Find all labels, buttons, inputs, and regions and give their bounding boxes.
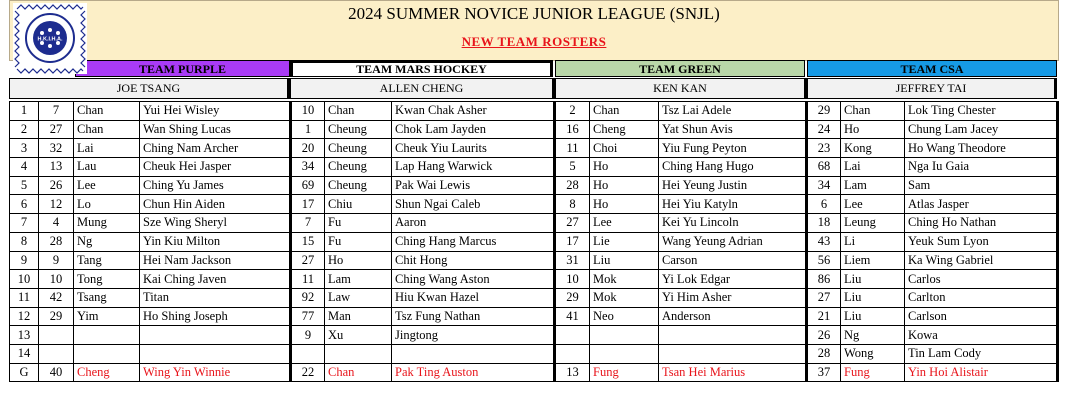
mars-jersey-number: 34 [291, 158, 325, 177]
csa-first-name: Lok Ting Chester [905, 102, 1058, 121]
purple-last-name: Cheng [74, 363, 140, 382]
csa-last-name: Chan [841, 102, 905, 121]
csa-last-name: Li [841, 232, 905, 251]
purple-first-name: Hei Nam Jackson [140, 251, 291, 270]
purple-jersey-number: 32 [39, 139, 74, 158]
csa-last-name: Liem [841, 251, 905, 270]
green-last-name: Lie [590, 232, 659, 251]
page-subtitle: NEW TEAM ROSTERS [461, 34, 607, 49]
purple-last-name: Chan [74, 102, 140, 121]
logo-text: H.K.I.H.A. [37, 36, 63, 43]
csa-last-name: Liu [841, 288, 905, 307]
green-last-name: Cheng [590, 120, 659, 139]
mars-jersey-number: 10 [291, 102, 325, 121]
table-row [10, 139, 1058, 158]
green-last-name: Choi [590, 139, 659, 158]
purple-first-name: Ching Yu James [140, 176, 291, 195]
green-first-name: Wang Yeung Adrian [659, 232, 807, 251]
csa-first-name: Atlas Jasper [905, 195, 1058, 214]
csa-last-name: Ng [841, 326, 905, 345]
purple-jersey-number: 42 [39, 288, 74, 307]
mars-jersey-number: 9 [291, 326, 325, 345]
purple-first-name: Cheuk Hei Jasper [140, 158, 291, 177]
roster-table [9, 101, 1059, 382]
green-jersey-number: 2 [555, 102, 590, 121]
purple-jersey-number: 29 [39, 307, 74, 326]
mars-first-name: Shun Ngai Caleb [392, 195, 555, 214]
purple-jersey-number [39, 326, 74, 345]
row-index: 2 [10, 120, 39, 139]
goalie-row [10, 363, 1058, 382]
csa-first-name: Carlson [905, 307, 1058, 326]
green-last-name: Chan [590, 102, 659, 121]
mars-jersey-number: 17 [291, 195, 325, 214]
purple-first-name: Ching Nam Archer [140, 139, 291, 158]
csa-jersey-number: 24 [807, 120, 841, 139]
green-jersey-number: 41 [555, 307, 590, 326]
green-last-name: Liu [590, 251, 659, 270]
csa-jersey-number: 27 [807, 288, 841, 307]
csa-last-name: Fung [841, 363, 905, 382]
purple-last-name: Tong [74, 270, 140, 289]
csa-jersey-number: 21 [807, 307, 841, 326]
mars-last-name: Xu [325, 326, 392, 345]
green-jersey-number: 31 [555, 251, 590, 270]
csa-jersey-number: 68 [807, 158, 841, 177]
row-index: 5 [10, 176, 39, 195]
purple-jersey-number: 10 [39, 270, 74, 289]
row-index: 11 [10, 288, 39, 307]
mars-first-name: Cheuk Yiu Laurits [392, 139, 555, 158]
csa-first-name: Yin Hoi Alistair [905, 363, 1058, 382]
purple-last-name: Lo [74, 195, 140, 214]
green-jersey-number: 8 [555, 195, 590, 214]
purple-jersey-number: 4 [39, 214, 74, 233]
table-row [10, 344, 1058, 363]
coach-purple: JOE TSANG [9, 78, 290, 99]
purple-first-name: Kai Ching Javen [140, 270, 291, 289]
mars-jersey-number: 20 [291, 139, 325, 158]
csa-first-name: Nga Iu Gaia [905, 158, 1058, 177]
mars-jersey-number: 7 [291, 214, 325, 233]
green-jersey-number: 17 [555, 232, 590, 251]
table-row [10, 195, 1058, 214]
purple-last-name: Ng [74, 232, 140, 251]
mars-jersey-number: 15 [291, 232, 325, 251]
mars-first-name: Ching Hang Marcus [392, 232, 555, 251]
purple-last-name: Yim [74, 307, 140, 326]
csa-jersey-number: 56 [807, 251, 841, 270]
mars-last-name: Cheung [325, 120, 392, 139]
green-first-name: Hei Yiu Katyln [659, 195, 807, 214]
csa-first-name: Sam [905, 176, 1058, 195]
table-row [10, 288, 1058, 307]
mars-last-name: Ho [325, 251, 392, 270]
purple-first-name [140, 344, 291, 363]
green-first-name: Carson [659, 251, 807, 270]
csa-last-name: Lam [841, 176, 905, 195]
green-last-name: Mok [590, 288, 659, 307]
csa-last-name: Lee [841, 195, 905, 214]
csa-jersey-number: 29 [807, 102, 841, 121]
csa-jersey-number: 34 [807, 176, 841, 195]
green-jersey-number: 11 [555, 139, 590, 158]
mars-jersey-number: 69 [291, 176, 325, 195]
csa-last-name: Lai [841, 158, 905, 177]
mars-first-name: Hiu Kwan Hazel [392, 288, 555, 307]
mars-last-name: Law [325, 288, 392, 307]
green-first-name: Tsz Lai Adele [659, 102, 807, 121]
csa-first-name: Ka Wing Gabriel [905, 251, 1058, 270]
green-last-name: Mok [590, 270, 659, 289]
mars-first-name: Ching Wang Aston [392, 270, 555, 289]
row-index: 7 [10, 214, 39, 233]
csa-last-name: Kong [841, 139, 905, 158]
mars-first-name: Aaron [392, 214, 555, 233]
purple-first-name: Yui Hei Wisley [140, 102, 291, 121]
green-first-name: Yi Him Asher [659, 288, 807, 307]
csa-first-name: Chung Lam Jacey [905, 120, 1058, 139]
green-last-name: Ho [590, 176, 659, 195]
table-row [10, 158, 1058, 177]
purple-first-name: Ho Shing Joseph [140, 307, 291, 326]
green-first-name [659, 326, 807, 345]
mars-jersey-number: 27 [291, 251, 325, 270]
green-jersey-number: 27 [555, 214, 590, 233]
mars-first-name: Jingtong [392, 326, 555, 345]
row-index: 3 [10, 139, 39, 158]
mars-last-name: Cheung [325, 176, 392, 195]
row-index: 13 [10, 326, 39, 345]
csa-first-name: Kowa [905, 326, 1058, 345]
row-index: 9 [10, 251, 39, 270]
mars-jersey-number: 92 [291, 288, 325, 307]
team-header-green: TEAM GREEN [555, 60, 805, 77]
mars-first-name: Kwan Chak Asher [392, 102, 555, 121]
green-first-name: Yat Shun Avis [659, 120, 807, 139]
csa-first-name: Carlos [905, 270, 1058, 289]
green-last-name: Ho [590, 158, 659, 177]
csa-jersey-number: 28 [807, 344, 841, 363]
mars-jersey-number: 77 [291, 307, 325, 326]
mars-last-name: Man [325, 307, 392, 326]
green-last-name: Ho [590, 195, 659, 214]
mars-first-name: Lap Hang Warwick [392, 158, 555, 177]
green-first-name: Anderson [659, 307, 807, 326]
row-index: 8 [10, 232, 39, 251]
csa-jersey-number: 23 [807, 139, 841, 158]
mars-last-name: Fu [325, 214, 392, 233]
purple-jersey-number: 26 [39, 176, 74, 195]
green-first-name [659, 344, 807, 363]
green-jersey-number: 13 [555, 363, 590, 382]
table-row [10, 326, 1058, 345]
green-first-name: Kei Yu Lincoln [659, 214, 807, 233]
green-last-name [590, 344, 659, 363]
mars-last-name [325, 344, 392, 363]
association-logo-icon [13, 3, 87, 74]
purple-jersey-number: 27 [39, 120, 74, 139]
page-title: 2024 SUMMER NOVICE JUNIOR LEAGUE (SNJL) [348, 4, 720, 23]
team-header-mars: TEAM MARS HOCKEY [290, 60, 553, 77]
purple-last-name: Lee [74, 176, 140, 195]
row-index: 10 [10, 270, 39, 289]
csa-jersey-number: 86 [807, 270, 841, 289]
mars-jersey-number: 11 [291, 270, 325, 289]
mars-last-name: Chan [325, 102, 392, 121]
row-index: 6 [10, 195, 39, 214]
green-first-name: Yiu Fung Peyton [659, 139, 807, 158]
purple-jersey-number: 7 [39, 102, 74, 121]
purple-last-name: Tsang [74, 288, 140, 307]
green-first-name: Hei Yeung Justin [659, 176, 807, 195]
mars-first-name [392, 344, 555, 363]
table-row [10, 102, 1058, 121]
table-row [10, 120, 1058, 139]
csa-last-name: Wong [841, 344, 905, 363]
mars-last-name: Chiu [325, 195, 392, 214]
purple-first-name: Yin Kiu Milton [140, 232, 291, 251]
green-jersey-number [555, 344, 590, 363]
mars-last-name: Cheung [325, 158, 392, 177]
subtitle-bar [9, 27, 1059, 61]
table-row [10, 176, 1058, 195]
mars-first-name: Pak Ting Auston [392, 363, 555, 382]
mars-last-name: Fu [325, 232, 392, 251]
mars-jersey-number [291, 344, 325, 363]
green-first-name: Ching Hang Hugo [659, 158, 807, 177]
coach-csa: JEFFREY TAI [807, 78, 1057, 99]
table-row [10, 232, 1058, 251]
team-header-csa: TEAM CSA [807, 60, 1057, 77]
green-jersey-number: 10 [555, 270, 590, 289]
table-row [10, 270, 1058, 289]
table-row [10, 214, 1058, 233]
csa-first-name: Tin Lam Cody [905, 344, 1058, 363]
mars-last-name: Chan [325, 363, 392, 382]
row-index: 14 [10, 344, 39, 363]
purple-jersey-number: 9 [39, 251, 74, 270]
csa-last-name: Ho [841, 120, 905, 139]
green-jersey-number [555, 326, 590, 345]
purple-jersey-number: 28 [39, 232, 74, 251]
purple-last-name: Lai [74, 139, 140, 158]
purple-first-name: Sze Wing Sheryl [140, 214, 291, 233]
csa-first-name: Yeuk Sum Lyon [905, 232, 1058, 251]
team-header-purple: TEAM PURPLE [75, 60, 290, 77]
mars-last-name: Cheung [325, 139, 392, 158]
csa-first-name: Ching Ho Nathan [905, 214, 1058, 233]
green-last-name: Fung [590, 363, 659, 382]
purple-first-name: Chun Hin Aiden [140, 195, 291, 214]
green-jersey-number: 29 [555, 288, 590, 307]
green-jersey-number: 28 [555, 176, 590, 195]
green-last-name: Lee [590, 214, 659, 233]
purple-jersey-number: 12 [39, 195, 74, 214]
csa-jersey-number: 26 [807, 326, 841, 345]
purple-jersey-number: 40 [39, 363, 74, 382]
mars-jersey-number: 1 [291, 120, 325, 139]
purple-first-name: Wan Shing Lucas [140, 120, 291, 139]
green-last-name: Neo [590, 307, 659, 326]
green-first-name: Yi Lok Edgar [659, 270, 807, 289]
row-index: 12 [10, 307, 39, 326]
csa-last-name: Liu [841, 307, 905, 326]
mars-first-name: Chit Hong [392, 251, 555, 270]
purple-last-name: Tang [74, 251, 140, 270]
mars-last-name: Lam [325, 270, 392, 289]
csa-first-name: Carlton [905, 288, 1058, 307]
green-jersey-number: 5 [555, 158, 590, 177]
coach-mars: ALLEN CHENG [290, 78, 555, 99]
csa-last-name: Leung [841, 214, 905, 233]
purple-first-name: Titan [140, 288, 291, 307]
row-index: 1 [10, 102, 39, 121]
mars-first-name: Pak Wai Lewis [392, 176, 555, 195]
purple-last-name [74, 344, 140, 363]
purple-jersey-number [39, 344, 74, 363]
csa-last-name: Liu [841, 270, 905, 289]
mars-first-name: Chok Lam Jayden [392, 120, 555, 139]
mars-jersey-number: 22 [291, 363, 325, 382]
purple-last-name [74, 326, 140, 345]
mars-first-name: Tsz Fung Nathan [392, 307, 555, 326]
purple-first-name [140, 326, 291, 345]
purple-last-name: Lau [74, 158, 140, 177]
purple-jersey-number: 13 [39, 158, 74, 177]
green-first-name: Tsan Hei Marius [659, 363, 807, 382]
green-jersey-number: 16 [555, 120, 590, 139]
csa-jersey-number: 37 [807, 363, 841, 382]
csa-jersey-number: 43 [807, 232, 841, 251]
purple-last-name: Mung [74, 214, 140, 233]
row-index: G [10, 363, 39, 382]
csa-jersey-number: 6 [807, 195, 841, 214]
purple-first-name: Wing Yin Winnie [140, 363, 291, 382]
row-index: 4 [10, 158, 39, 177]
table-row [10, 251, 1058, 270]
title-bar [9, 0, 1059, 27]
csa-first-name: Ho Wang Theodore [905, 139, 1058, 158]
purple-last-name: Chan [74, 120, 140, 139]
green-last-name [590, 326, 659, 345]
csa-jersey-number: 18 [807, 214, 841, 233]
coach-green: KEN KAN [555, 78, 807, 99]
table-row [10, 307, 1058, 326]
